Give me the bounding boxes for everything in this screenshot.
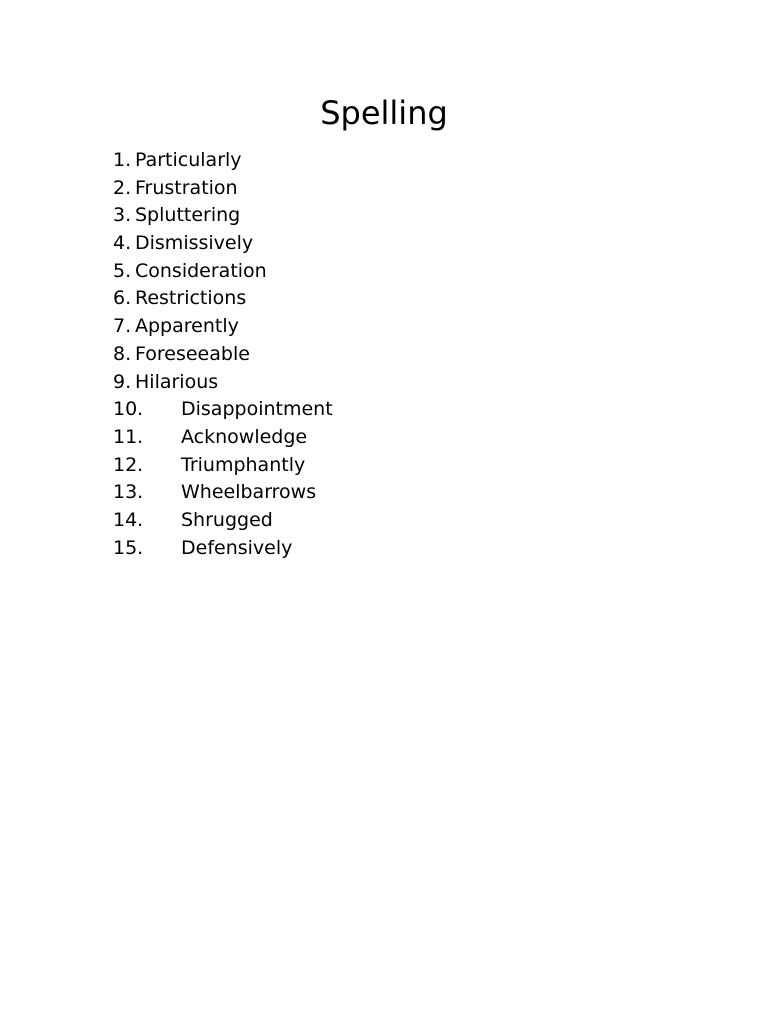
item-word: Acknowledge (181, 425, 308, 448)
item-number: 1. (113, 149, 132, 171)
list-item (113, 258, 267, 286)
list-item (113, 507, 273, 535)
list-item (113, 175, 238, 203)
item-word: Consideration (135, 259, 267, 282)
item-number: 13. (113, 481, 144, 504)
item-number: 11. (113, 425, 144, 448)
item-number: 5. (113, 259, 132, 282)
item-number: 9. (113, 370, 132, 393)
item-word: Shrugged (181, 508, 273, 531)
item-word: Hilarious (135, 370, 219, 393)
list-item (113, 341, 250, 369)
item-number: 4. (113, 232, 132, 255)
item-number: 15. (113, 536, 144, 559)
item-number: 3. (113, 204, 132, 227)
list-item (113, 452, 306, 480)
item-number: 14. (113, 508, 144, 531)
item-word: Dismissively (135, 232, 254, 255)
item-word: Spluttering (135, 204, 241, 227)
item-number: 12. (113, 453, 144, 476)
item-word: Frustration (135, 176, 238, 199)
list-item (113, 147, 242, 175)
item-word: Foreseeable (135, 342, 250, 365)
list-item (113, 535, 293, 563)
spelling-list (113, 147, 333, 562)
list-item (113, 424, 308, 452)
list-item (113, 396, 333, 424)
item-number: 10. (113, 398, 144, 421)
list-item (113, 202, 241, 230)
item-word: Wheelbarrows (181, 481, 317, 504)
item-word: Apparently (135, 315, 239, 338)
list-item (113, 230, 254, 258)
list-item (113, 285, 247, 313)
item-word: Triumphantly (181, 453, 306, 476)
item-word: Defensively (181, 536, 293, 559)
item-number: 2. (113, 176, 132, 199)
item-word: Disappointment (181, 398, 333, 421)
list-item (113, 369, 219, 397)
item-number: 7. (113, 315, 132, 338)
page-title: Spelling (320, 94, 448, 132)
item-number: 8. (113, 342, 132, 365)
item-number: 6. (113, 287, 132, 310)
list-item (113, 313, 239, 341)
item-word: Particularly (135, 149, 242, 171)
list-item (113, 479, 317, 507)
item-word: Restrictions (135, 287, 247, 310)
